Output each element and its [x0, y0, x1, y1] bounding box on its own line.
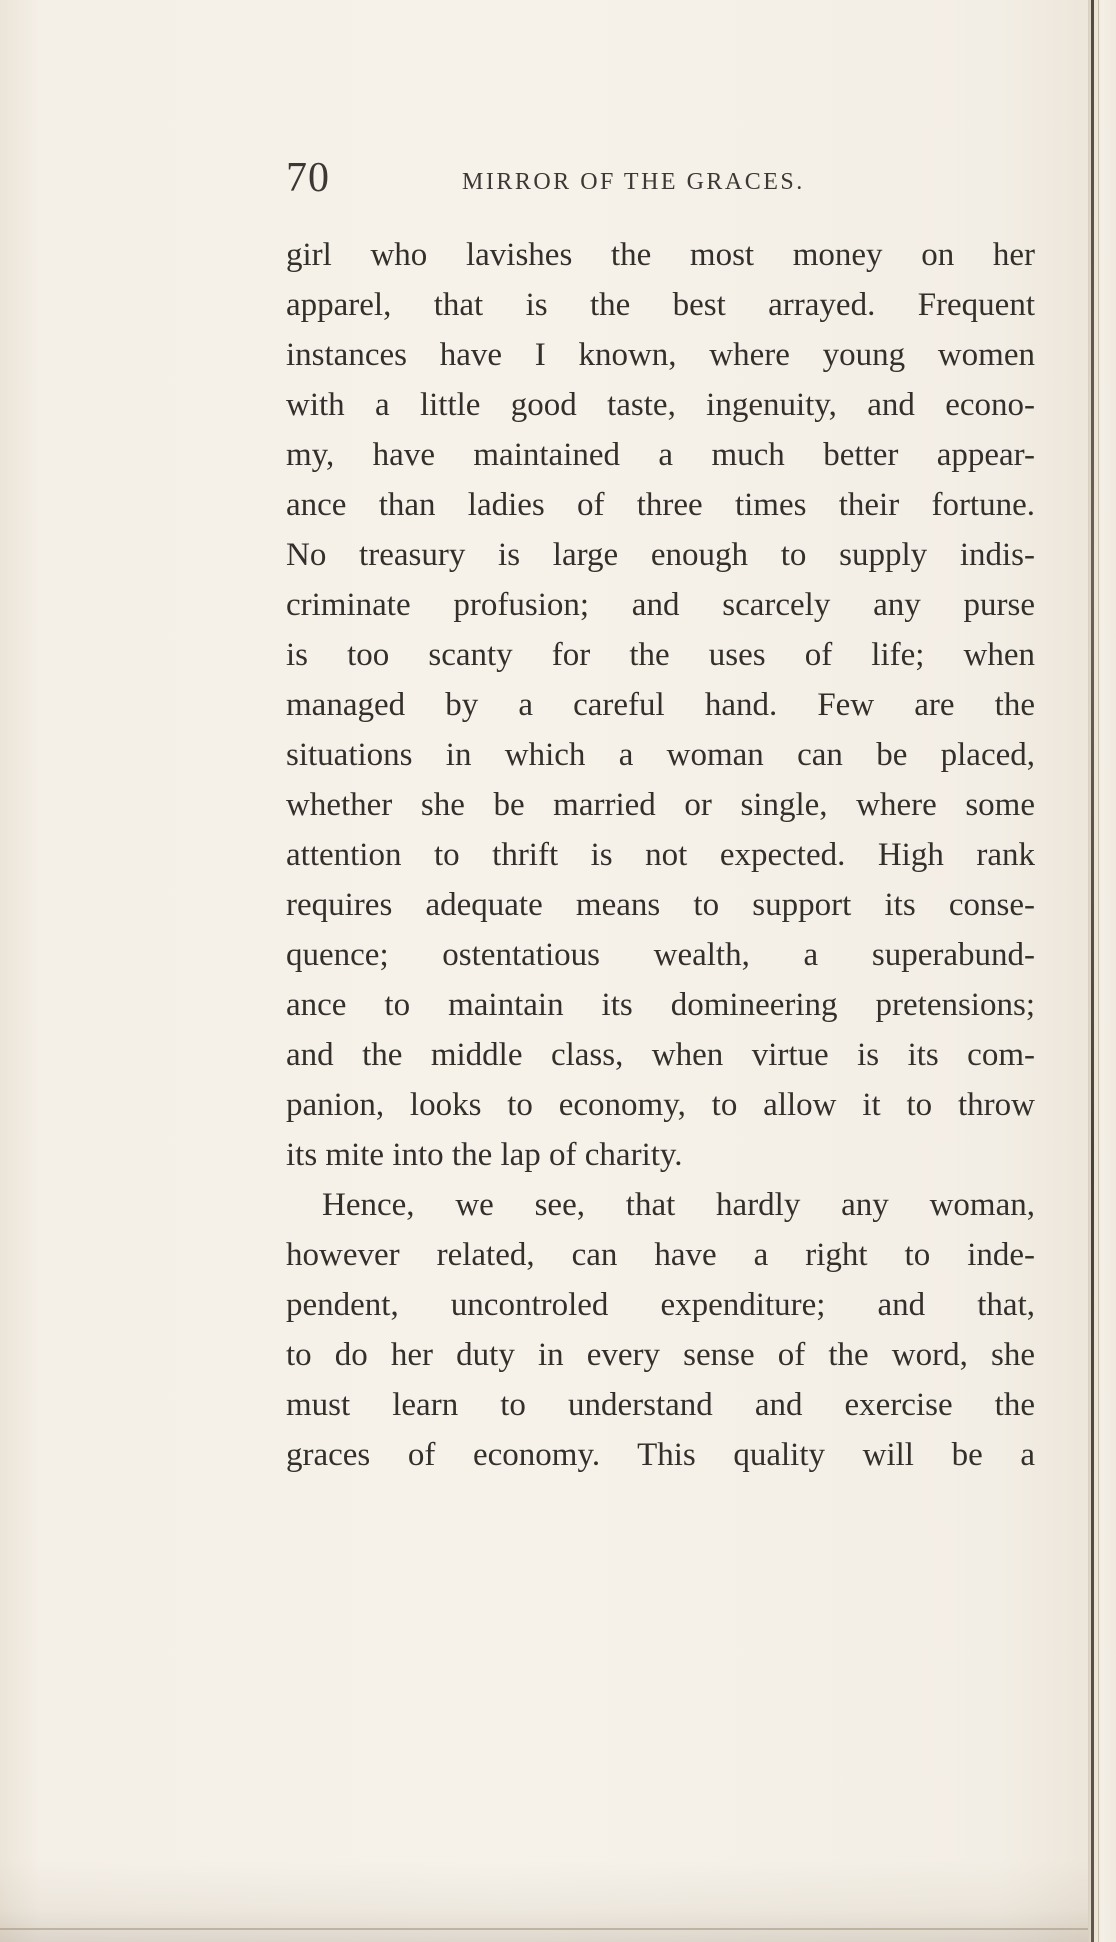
running-header	[286, 150, 1046, 210]
text-line: graces of economy. This quality will be a	[286, 1437, 1035, 1473]
text-line: is too scanty for the uses of life; when	[286, 637, 1035, 673]
text-line: girl who lavishes the most money on her	[286, 237, 1035, 273]
text-line: situations in which a woman can be placed,	[286, 737, 1035, 773]
text-line: and the middle class, when virtue is its com-	[286, 1037, 1035, 1073]
text-line: ance than ladies of three times their fortune.	[286, 487, 1035, 523]
text-line: pendent, uncontroled expenditure; and that,	[286, 1287, 1035, 1323]
text-line: managed by a careful hand. Few are the	[286, 687, 1035, 723]
page-bottom-edge	[0, 1928, 1092, 1930]
text-line: my, have maintained a much better appear-	[286, 437, 1035, 473]
text-line: ance to maintain its domineering pretensions;	[286, 987, 1035, 1023]
text-line: whether she be married or single, where some	[286, 787, 1035, 823]
body-text	[286, 230, 1035, 1480]
text-line: apparel, that is the best arrayed. Frequent	[286, 287, 1035, 323]
binding-edge-highlight	[1098, 0, 1099, 1942]
text-line: must learn to understand and exercise the	[286, 1387, 1035, 1423]
paragraph-end-line: its mite into the lap of charity.	[286, 1137, 683, 1173]
text-line: requires adequate means to support its conse-	[286, 887, 1035, 923]
text-line: attention to thrift is not expected. High rank	[286, 837, 1035, 873]
page-number: 70	[286, 155, 330, 201]
text-line: however related, can have a right to inde-	[286, 1237, 1035, 1273]
text-line: No treasury is large enough to supply indis-	[286, 537, 1035, 573]
text-line: with a little good taste, ingenuity, and econo-	[286, 387, 1035, 423]
running-title: MIRROR OF THE GRACES.	[462, 169, 805, 195]
paragraph-start-line: Hence, we see, that hardly any woman,	[322, 1187, 1035, 1223]
text-line: instances have I known, where young women	[286, 337, 1035, 373]
text-line: to do her duty in every sense of the word, she	[286, 1337, 1035, 1373]
text-line: criminate profusion; and scarcely any purse	[286, 587, 1035, 623]
text-line: quence; ostentatious wealth, a superabund-	[286, 937, 1035, 973]
text-line: panion, looks to economy, to allow it to throw	[286, 1087, 1035, 1123]
binding-edge-line	[1091, 0, 1094, 1942]
